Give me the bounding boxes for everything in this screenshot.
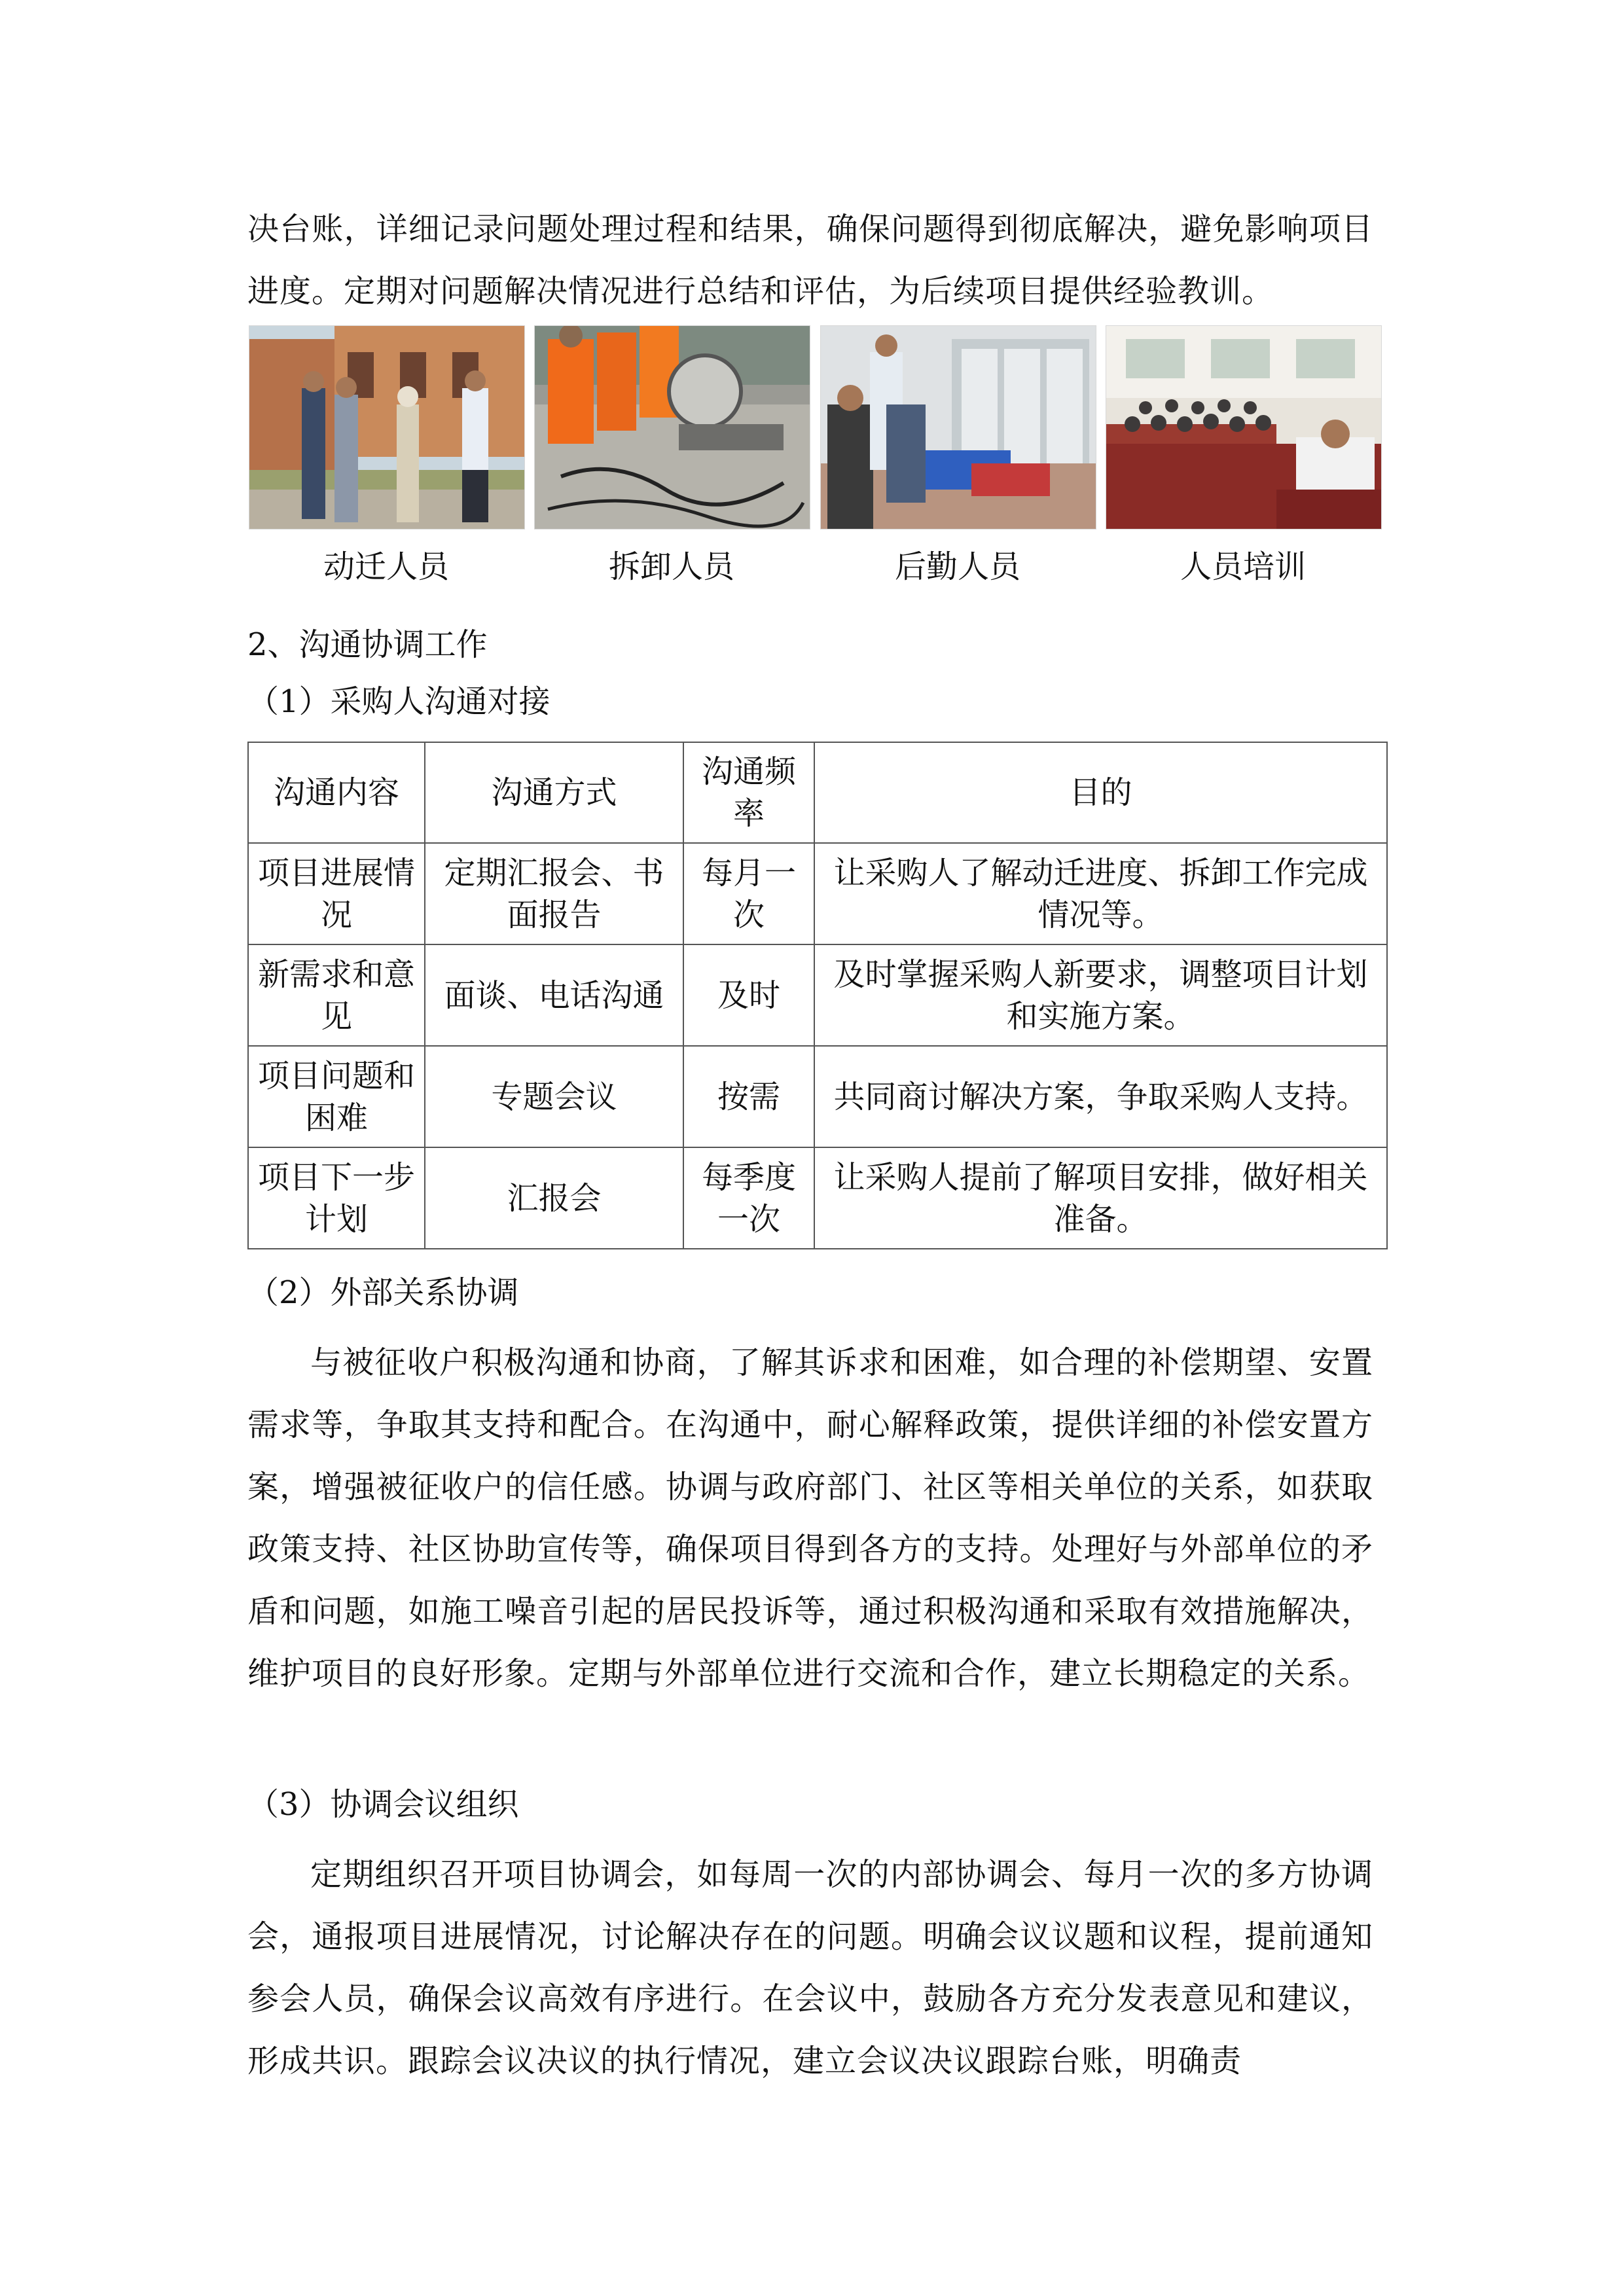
table-header: 目的 <box>814 742 1387 843</box>
intro-paragraph: 决台账，详细记录问题处理过程和结果，确保问题得到彻底解决，避免影响项目进度。定期对问题解决情况进行总结和评估，为后续项目提供经验教训。 <box>247 211 1373 310</box>
table-header-row <box>248 742 1387 843</box>
table-row <box>248 843 1387 944</box>
section-heading: 2、沟通协调工作 <box>247 626 488 663</box>
table-cell: 专题会议 <box>425 1046 683 1147</box>
table-cell: 新需求和意见 <box>248 944 425 1046</box>
table-cell: 项目问题和困难 <box>248 1046 425 1147</box>
external-relations-paragraph: 与被征收户积极沟通和协商，了解其诉求和困难，如合理的补偿期望、安置需求等，争取其支持和配合。在沟通中，耐心解释政策，提供详细的补偿安置方案，增强被征收户的信任感。协调与政府部门、社区等相关单位的关系，如获取政策支持、社区协助宣传等，确保项目得到各方的支持。处理好与外部单位的矛盾和问题，如施工噪音引起的居民投诉等，通过积极沟通和采取有效措施解决，维护项目的良好形象。定期与外部单位进行交流和合作，建立长期稳定的关系。 <box>247 1344 1373 1692</box>
table-cell: 及时掌握采购人新要求，调整项目计划和实施方案。 <box>814 944 1387 1046</box>
table-row <box>248 1147 1387 1249</box>
table-cell: 让采购人了解动迁进度、拆卸工作完成情况等。 <box>814 843 1387 944</box>
table-cell: 项目进展情况 <box>248 843 425 944</box>
table-header: 沟通内容 <box>248 742 425 843</box>
subsection-heading: （3）协调会议组织 <box>247 1786 519 1823</box>
photo-caption: 人员培训 <box>1180 548 1306 585</box>
meeting-paragraph: 定期组织召开项目协调会，如每周一次的内部协调会、每月一次的多方协调会，通报项目进展情况，讨论解决存在的问题。明确会议议题和议程，提前通知参会人员，确保会议高效有序进行。在会议中，鼓励各方充分发表意见和建议，形成共识。跟踪会议决议的执行情况，建立会议决议跟踪台账，明确责 <box>247 1856 1373 2079</box>
communication-table <box>247 742 1388 1249</box>
table-cell: 汇报会 <box>425 1147 683 1249</box>
photo-caption: 拆卸人员 <box>608 548 734 585</box>
photo-strip <box>249 325 1381 533</box>
table-header: 沟通方式 <box>425 742 683 843</box>
photo-relocation-staff <box>249 325 525 529</box>
photo-dismantling-staff <box>534 325 810 529</box>
table-cell: 面谈、电话沟通 <box>425 944 683 1046</box>
table-header: 沟通频率 <box>683 742 814 843</box>
table-row <box>248 944 1387 1046</box>
table-cell: 让采购人提前了解项目安排，做好相关准备。 <box>814 1147 1387 1249</box>
photo-staff-training <box>1106 325 1382 529</box>
table-cell: 及时 <box>683 944 814 1046</box>
table-cell: 每月一次 <box>683 843 814 944</box>
subsection-heading: （2）外部关系协调 <box>247 1274 519 1311</box>
table-row <box>248 1046 1387 1147</box>
subsection-heading: （1）采购人沟通对接 <box>247 683 550 720</box>
table-cell: 项目下一步计划 <box>248 1147 425 1249</box>
table-cell: 每季度一次 <box>683 1147 814 1249</box>
table-cell: 定期汇报会、书面报告 <box>425 843 683 944</box>
photo-logistics-staff <box>820 325 1096 529</box>
photo-caption: 后勤人员 <box>894 548 1020 585</box>
table-cell: 按需 <box>683 1046 814 1147</box>
photo-caption: 动迁人员 <box>323 548 449 585</box>
table-cell: 共同商讨解决方案，争取采购人支持。 <box>814 1046 1387 1147</box>
